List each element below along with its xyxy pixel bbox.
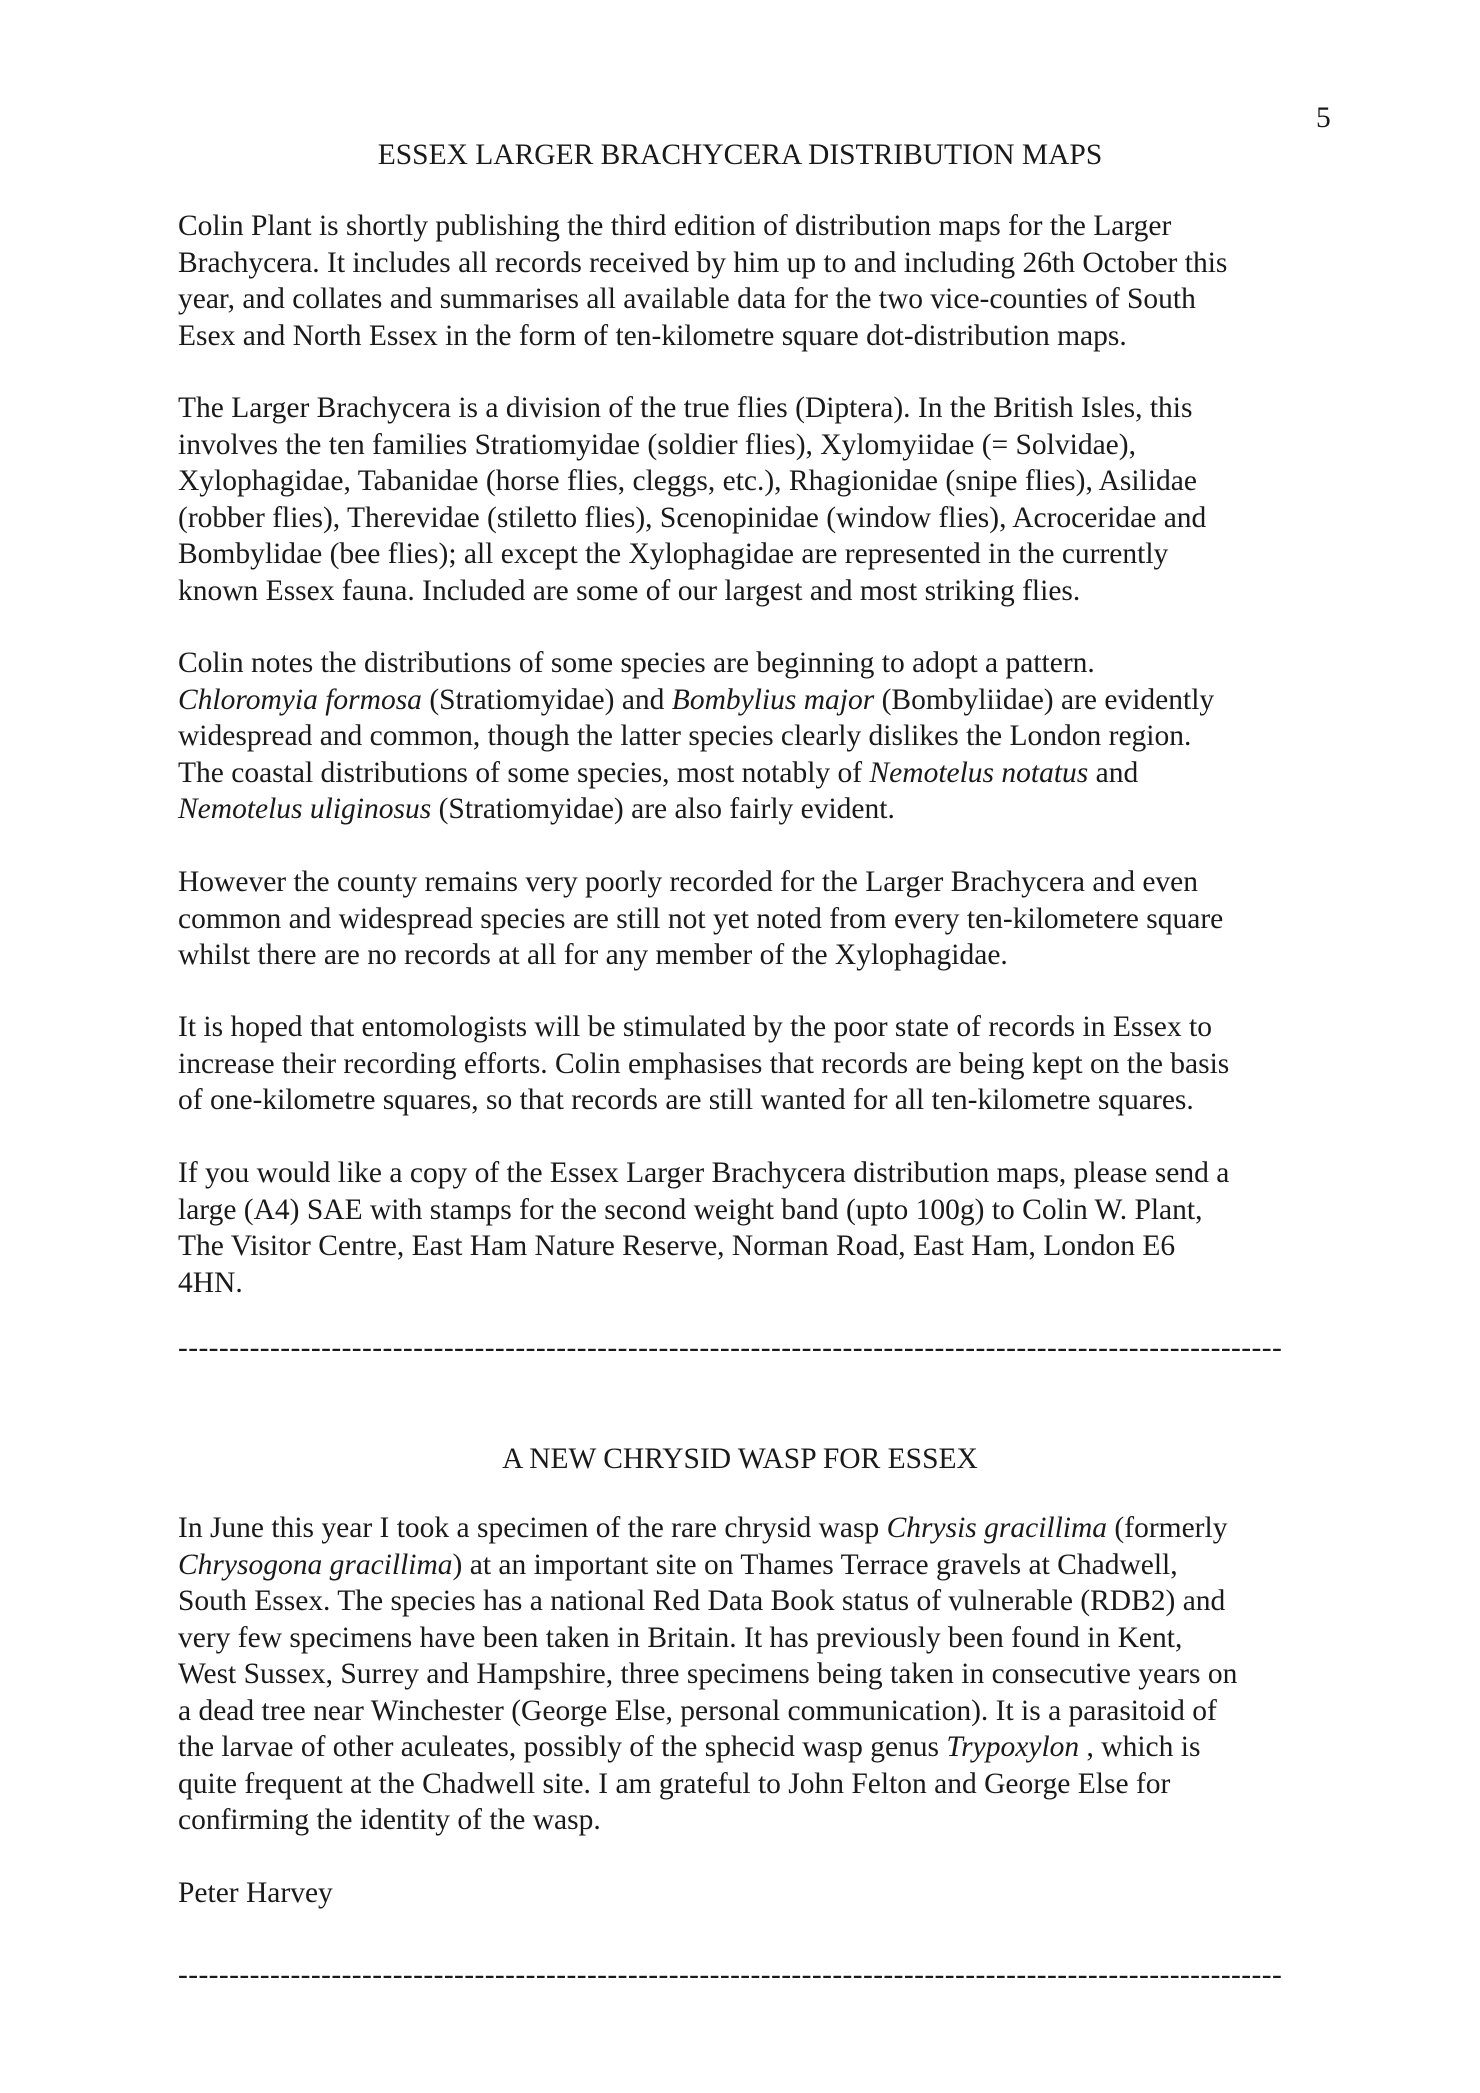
paragraph-distribution-patterns [178, 645, 1358, 828]
text-line: Esex and North Essex in the form of ten-kilometre square dot-distribution maps. [178, 319, 1127, 352]
text-line: involves the ten families Stratiomyidae (soldier flies), Xylomyiidae (= Solvidae), [178, 428, 1136, 461]
text-line [178, 1547, 1358, 1584]
paragraph-recording-efforts [178, 1009, 1358, 1119]
text-line: increase their recording efforts. Colin emphasises that records are being kept on the basis [178, 1047, 1230, 1080]
text-line: South Essex. The species has a national Red Data Book status of vulnerable (RDB2) and [178, 1585, 1226, 1617]
text-line: of one-kilometre squares, so that records are still wanted for all ten-kilometre squares. [178, 1084, 1194, 1116]
paragraph-families [178, 390, 1358, 609]
text-line: However the county remains very poorly recorded for the Larger Brachycera and even [178, 866, 1199, 898]
text-segment: (Bombyliidae) are evidently [874, 683, 1215, 716]
text-line: If you would like a copy of the Essex Larger Brachycera distribution maps, please send a [178, 1157, 1230, 1189]
text-line: Bombylidae (bee flies); all except the Xylophagidae are represented in the currently [178, 538, 1169, 570]
species-name: Nemotelus notatus [869, 756, 1089, 789]
text-line: (robber flies), Therevidae (stiletto flies), Scenopinidae (window flies), Acroceridae and [178, 501, 1207, 534]
separator-line: ------------------------------------------------------------------------------------------------------------ [178, 1959, 1283, 1991]
text-line: Xylophagidae, Tabanidae (horse flies, cleggs, etc.), Rhagionidae (snipe flies), Asilidae [178, 465, 1197, 497]
author-signature: Peter Harvey [178, 1877, 333, 1909]
text-line: very few specimens have been taken in Britain. It has previously been found in Kent, [178, 1621, 1183, 1654]
text-segment: and [1088, 756, 1139, 789]
text-segment: (Stratiomyidae) are also fairly evident. [431, 793, 895, 825]
genus-name: Trypoxylon [946, 1731, 1080, 1763]
species-name: Bombylius major [671, 683, 875, 716]
article-title-chrysid: A NEW CHRYSID WASP FOR ESSEX [502, 1443, 978, 1475]
text-line: Brachycera. It includes all records received by him up to and including 26th October this [178, 246, 1228, 279]
text-line: Colin Plant is shortly publishing the third edition of distribution maps for the Larger [178, 210, 1172, 242]
paragraph-copy-request [178, 1155, 1358, 1301]
text-segment: The coastal distributions of some species, most notably of [178, 756, 870, 789]
text-segment: ) at an important site on Thames Terrace gravels at Chadwell, [452, 1548, 1178, 1581]
text-segment: , which is [1079, 1731, 1201, 1763]
text-line: widespread and common, though the latter species clearly dislikes the London region. [178, 720, 1192, 752]
text-segment: the larvae of other aculeates, possibly of the sphecid wasp genus [178, 1731, 947, 1763]
text-segment: In June this year I took a specimen of the rare chrysid wasp [178, 1512, 887, 1544]
separator-line: ------------------------------------------------------------------------------------------------------------ [178, 1332, 1283, 1364]
text-line: 4HN. [178, 1266, 243, 1299]
text-line: a dead tree near Winchester (George Else, personal communication). It is a parasitoid of [178, 1694, 1217, 1727]
text-line [178, 1510, 1358, 1547]
text-line: confirming the identity of the wasp. [178, 1804, 601, 1836]
page-number: 5 [1316, 102, 1331, 134]
text-line: quite frequent at the Chadwell site. I am grateful to John Felton and George Else for [178, 1767, 1171, 1800]
text-segment: (formerly [1107, 1512, 1228, 1544]
text-line [178, 682, 1358, 719]
text-line: known Essex fauna. Included are some of our largest and most striking flies. [178, 574, 1081, 607]
species-name: Chloromyia formosa [178, 683, 422, 716]
text-segment: (Stratiomyidae) and [421, 683, 672, 716]
paragraph-chrysid-wasp [178, 1510, 1358, 1839]
article-title-brachycera: ESSEX LARGER BRACHYCERA DISTRIBUTION MAPS [377, 139, 1103, 171]
text-line: West Sussex, Surrey and Hampshire, three specimens being taken in consecutive years on [178, 1658, 1238, 1690]
text-line: large (A4) SAE with stamps for the second weight band (upto 100g) to Colin W. Plant, [178, 1193, 1203, 1226]
text-line: Colin notes the distributions of some species are beginning to adopt a pattern. [178, 647, 1095, 679]
text-line [178, 1729, 1358, 1766]
text-line [178, 791, 1358, 828]
paragraph-poorly-recorded [178, 864, 1358, 974]
text-line: whilst there are no records at all for any member of the Xylophagidae. [178, 939, 1008, 971]
text-line: The Larger Brachycera is a division of the true flies (Diptera). In the British Isles, this [178, 392, 1193, 424]
species-name: Chrysogona gracillima [178, 1548, 453, 1581]
species-name: Nemotelus uliginosus [178, 793, 432, 825]
text-line: It is hoped that entomologists will be stimulated by the poor state of records in Essex to [178, 1011, 1212, 1043]
species-name: Chrysis gracillima [886, 1512, 1108, 1544]
text-line [178, 755, 1358, 792]
text-line: The Visitor Centre, East Ham Nature Reserve, Norman Road, East Ham, London E6 [178, 1230, 1176, 1262]
text-line: common and widespread species are still not yet noted from every ten-kilometere square [178, 902, 1224, 935]
text-line: year, and collates and summarises all available data for the two vice-counties of South [178, 283, 1196, 315]
paragraph-publication [178, 208, 1358, 354]
